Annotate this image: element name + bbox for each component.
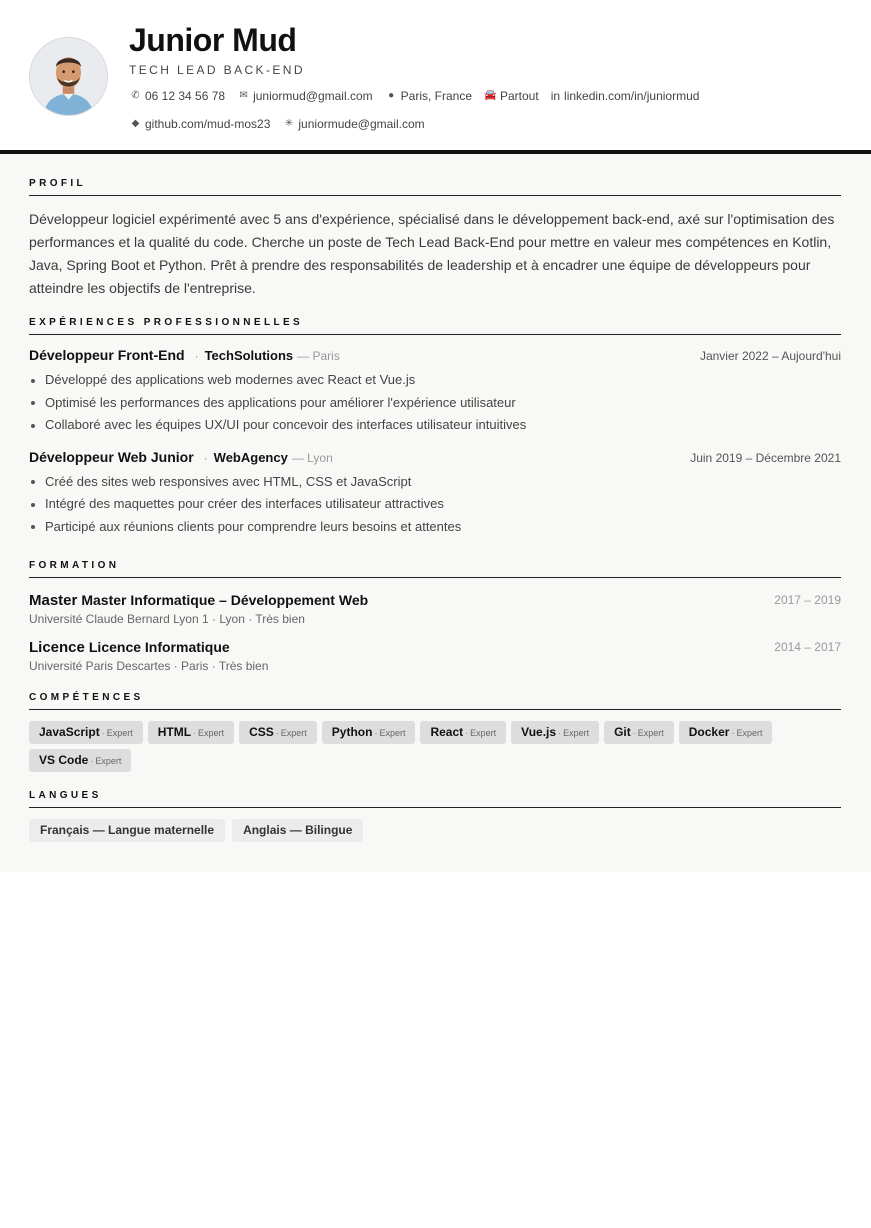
- skill-separator: ·: [101, 728, 105, 738]
- contact-list: [129, 85, 849, 141]
- car-icon: 🚘: [484, 90, 497, 101]
- skill-chip: [511, 721, 599, 744]
- education-title: [29, 638, 268, 657]
- experience-separator: ·: [194, 349, 199, 363]
- skill-level: Expert: [280, 728, 307, 738]
- skill-level: Expert: [470, 728, 497, 738]
- section-title-profil: PROFIL: [29, 178, 841, 196]
- section-title-competences: COMPÉTENCES: [29, 692, 841, 710]
- section-formation: [29, 560, 841, 675]
- experience-date: Juin 2019 – Décembre 2021: [690, 450, 841, 465]
- profil-text: Développeur logiciel expérimenté avec 5 ans d'expérience, spécialisé dans le développement back-end, axé sur l'optimisation des performances et la qualité du code. Cherche un poste de Tech Lead Back-End pour mettre en valeur mes compétences en Kotlin, Java, Spring Boot et Python. Prêt à prendre des responsabilités de leadership et à encadrer une équipe de développeurs pour atteindre les objectifs de l'entreprise.: [29, 211, 835, 296]
- avatar: [29, 37, 108, 116]
- education-details: Université Paris Descartes · Paris · Très bien: [29, 659, 269, 673]
- skill-separator: ·: [374, 728, 378, 738]
- experience-bullets: [29, 369, 841, 437]
- experience-bullet: Participé aux réunions clients pour comprendre leurs besoins et attentes: [29, 516, 841, 539]
- skill-level: Expert: [106, 728, 133, 738]
- skill-level: Expert: [736, 728, 763, 738]
- section-title-experiences: EXPÉRIENCES PROFESSIONNELLES: [29, 317, 841, 335]
- experience-company: WebAgency: [213, 449, 288, 465]
- skill-name: Python: [331, 725, 373, 739]
- skill-separator: ·: [275, 728, 279, 738]
- education-degree: Master Informatique – Développement Web: [81, 592, 369, 608]
- contact-item[interactable]: [282, 113, 424, 135]
- experience-bullet: Intégré des maquettes pour créer des interfaces utilisateur attractives: [29, 493, 841, 516]
- language-chips: [29, 819, 841, 842]
- experience-bullet: Créé des sites web responsives avec HTML, CSS et JavaScript: [29, 471, 841, 494]
- github-diamond-icon: ◆: [131, 118, 140, 129]
- education-item: [29, 591, 841, 628]
- contact-text: juniormud@gmail.com: [253, 89, 373, 103]
- experience-location: — Paris: [297, 349, 340, 363]
- contact-text: 06 12 34 56 78: [145, 89, 226, 103]
- skill-chip: [29, 721, 143, 744]
- contact-item[interactable]: [129, 85, 225, 107]
- skill-level: Expert: [563, 728, 590, 738]
- resume-body: [0, 154, 871, 872]
- education-level: Licence: [29, 639, 85, 656]
- skill-separator: ·: [731, 728, 735, 738]
- contact-text: github.com/mud-mos23: [145, 117, 271, 131]
- section-experiences: [29, 317, 841, 538]
- skill-name: React: [430, 725, 464, 739]
- skill-chip: [29, 749, 131, 772]
- skill-level: Expert: [379, 728, 406, 738]
- experience-company: TechSolutions: [204, 348, 294, 363]
- candidate-name: Junior Mud: [129, 22, 297, 58]
- experience-title-group: [29, 347, 340, 363]
- contact-item[interactable]: [129, 113, 270, 135]
- education-degree: Licence Informatique: [88, 639, 230, 655]
- contact-text: linkedin.com/in/juniormud: [564, 89, 700, 103]
- skill-level: Expert: [198, 728, 225, 738]
- experience-separator: ·: [203, 450, 208, 465]
- skill-chip: [420, 721, 506, 744]
- skill-separator: ·: [558, 728, 562, 738]
- skill-chip: [604, 721, 674, 744]
- contact-text: juniormude@gmail.com: [298, 117, 425, 131]
- education-item: [29, 638, 841, 675]
- language-chip: Anglais — Bilingue: [232, 819, 363, 842]
- skill-name: HTML: [157, 725, 192, 739]
- skill-separator: ·: [632, 728, 636, 738]
- skill-chip: [239, 721, 317, 744]
- section-profil: [29, 178, 841, 300]
- star-burst-icon: ✳: [284, 118, 294, 129]
- contact-item[interactable]: [385, 85, 472, 107]
- education-details: Université Claude Bernard Lyon 1 · Lyon · Très bien: [29, 612, 305, 626]
- experience-title-group: [29, 449, 333, 465]
- experience-item: [29, 347, 841, 437]
- skill-chip: [679, 721, 773, 744]
- section-title-formation: FORMATION: [29, 560, 841, 578]
- education-title: [29, 591, 368, 610]
- skill-separator: ·: [90, 756, 94, 766]
- education-info: [29, 638, 268, 675]
- avatar-portrait-icon: [30, 38, 107, 115]
- experience-header: [29, 449, 841, 465]
- experience-item: [29, 449, 841, 539]
- contact-item[interactable]: [237, 85, 373, 107]
- skill-chip: [148, 721, 234, 744]
- education-info: [29, 591, 368, 628]
- education-date: 2017 – 2019: [774, 593, 841, 607]
- experience-role: Développeur Front-End: [29, 347, 185, 363]
- contact-item[interactable]: [484, 85, 539, 107]
- mail-icon: ✉: [239, 90, 248, 101]
- linkedin-icon: in: [550, 89, 561, 103]
- skill-level: Expert: [637, 728, 664, 738]
- section-competences: [29, 692, 841, 772]
- skill-separator: ·: [465, 728, 469, 738]
- contact-text: Partout: [500, 89, 539, 103]
- location-dot-icon: ●: [388, 90, 395, 101]
- experience-role: Développeur Web Junior: [29, 448, 194, 465]
- skill-chip: [322, 721, 416, 744]
- skill-separator: ·: [193, 728, 197, 738]
- skill-name: JavaScript: [39, 725, 100, 739]
- skill-name: CSS: [249, 725, 274, 739]
- education-level: Master: [29, 592, 78, 609]
- skill-name: Git: [614, 725, 631, 739]
- experience-header: [29, 347, 841, 363]
- experience-bullet: Collaboré avec les équipes UX/UI pour concevoir des interfaces utilisateur intuitives: [29, 414, 841, 437]
- section-langues: [29, 790, 841, 842]
- section-title-langues: LANGUES: [29, 790, 841, 808]
- experience-date: Janvier 2022 – Aujourd'hui: [699, 349, 841, 363]
- job-title: TECH LEAD BACK-END: [129, 63, 305, 77]
- phone-icon: ✆: [131, 90, 140, 101]
- skill-name: Docker: [688, 725, 730, 739]
- skill-name: VS Code: [39, 753, 89, 767]
- language-chip: Français — Langue maternelle: [29, 819, 225, 842]
- skill-name: Vue.js: [521, 725, 557, 739]
- education-date: 2014 – 2017: [774, 640, 841, 654]
- experience-bullet: Développé des applications web modernes avec React et Vue.js: [29, 369, 841, 392]
- skill-chips: [29, 721, 829, 772]
- skill-level: Expert: [95, 756, 122, 766]
- experience-bullets: [29, 471, 841, 539]
- experience-bullet: Optimisé les performances des applications pour améliorer l'expérience utilisateur: [29, 392, 841, 415]
- contact-item[interactable]: [551, 85, 700, 107]
- contact-text: Paris, France: [400, 89, 472, 103]
- experience-location: — Lyon: [291, 450, 333, 465]
- resume-header: [0, 0, 871, 150]
